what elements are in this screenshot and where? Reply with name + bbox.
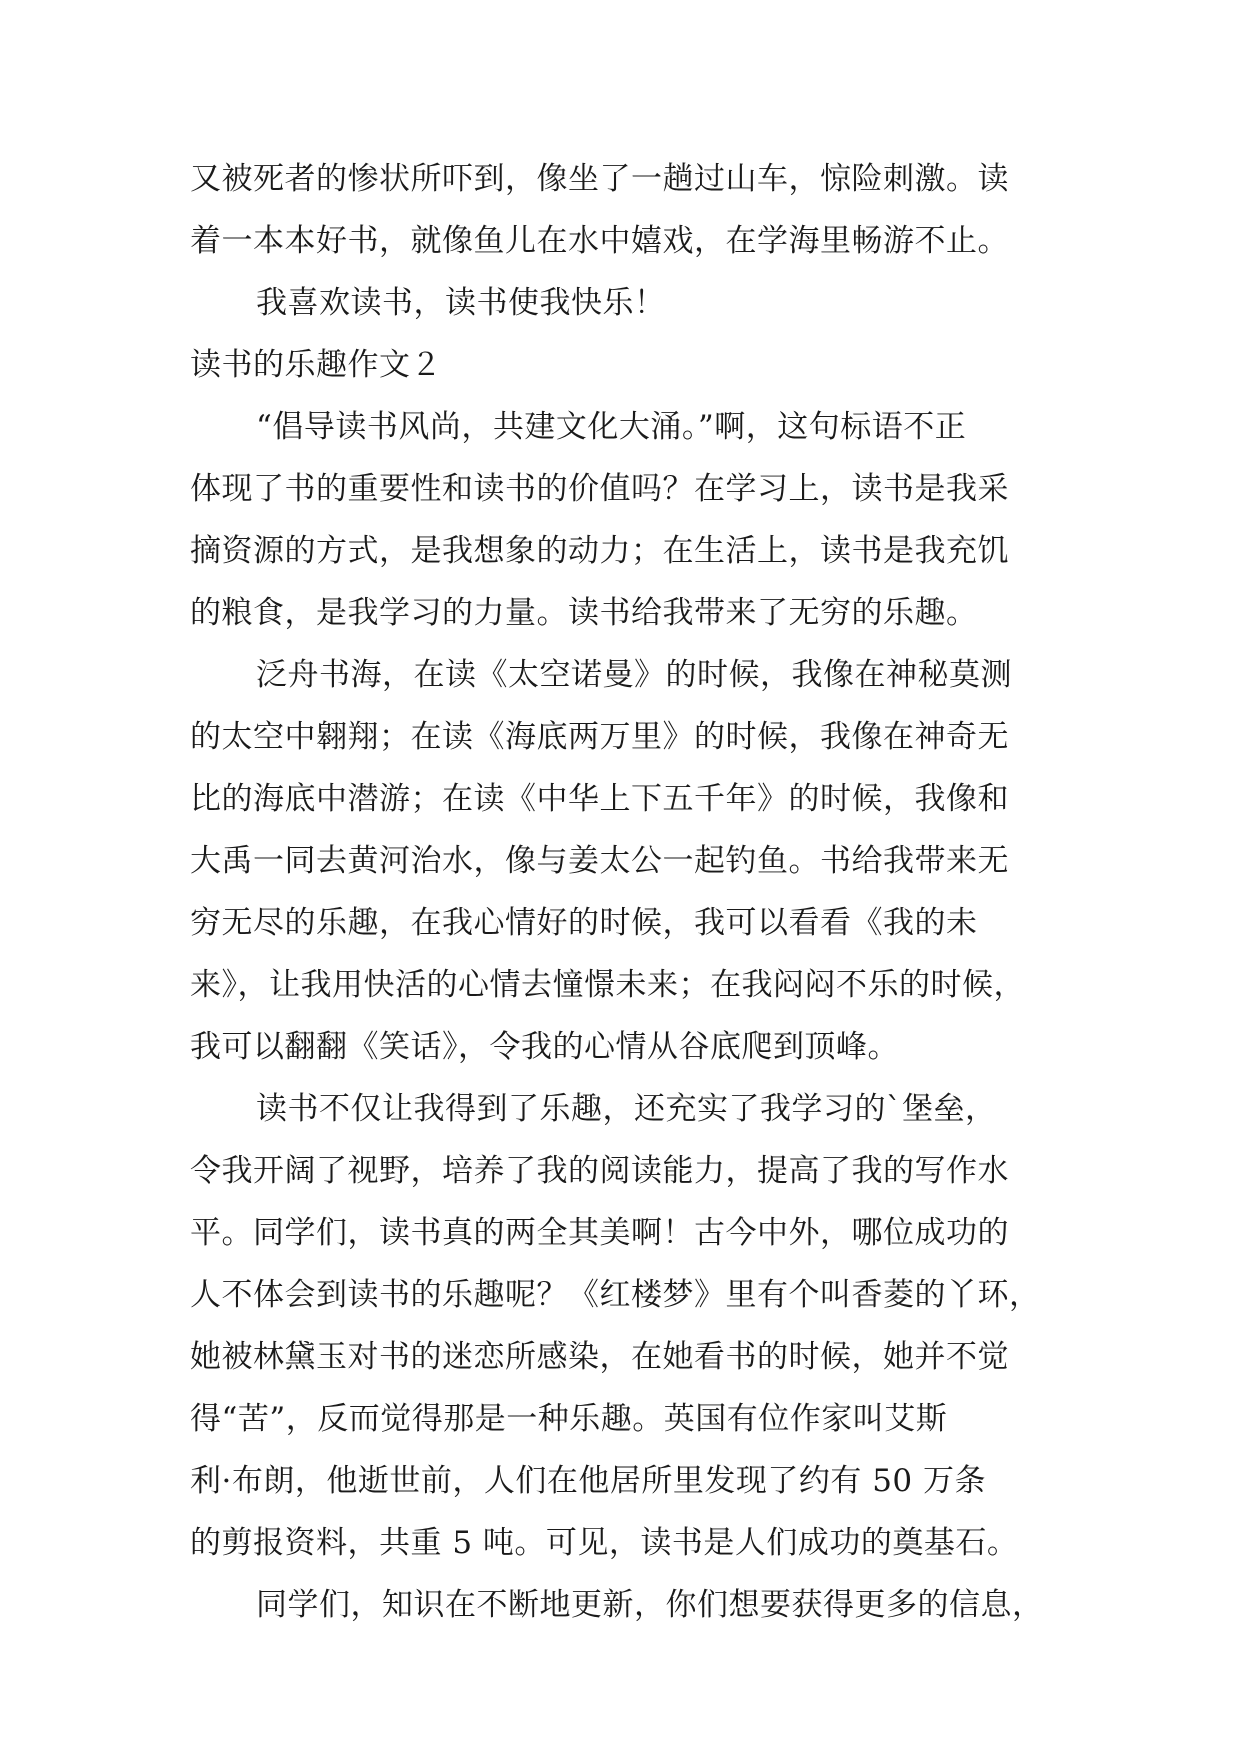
text-line: 同学们，知识在不断地更新，你们想要获得更多的信息， (256, 1587, 1044, 1623)
text-line: 得“苦”，反而觉得那是一种乐趣。英国有位作家叫艾斯 (190, 1401, 948, 1437)
text-line: 平。同学们，读书真的两全其美啊！古今中外，哪位成功的 (190, 1215, 1009, 1251)
text-line: 的太空中翱翔；在读《海底两万里》的时候，我像在神奇无 (190, 719, 1009, 755)
text-line: 泛舟书海，在读《太空诺曼》的时候，我像在神秘莫测 (256, 657, 1012, 693)
text-line: 比的海底中潜游；在读《中华上下五千年》的时候，我像和 (190, 781, 1009, 817)
section-heading: 读书的乐趣作文２ (190, 347, 442, 383)
text-line: 她被林黛玉对书的迷恋所感染，在她看书的时候，她并不觉 (190, 1339, 1009, 1375)
text-line: 我喜欢读书，读书使我快乐！ (256, 285, 666, 321)
text-line: 我可以翻翻《笑话》，令我的心情从谷底爬到顶峰。 (190, 1029, 899, 1065)
text-line: 利·布朗，他逝世前，人们在他居所里发现了约有 50 万条 (190, 1463, 987, 1499)
text-line: 体现了书的重要性和读书的价值吗？在学习上，读书是我采 (190, 471, 1009, 507)
text-line: 大禹一同去黄河治水，像与姜太公一起钓鱼。书给我带来无 (190, 843, 1009, 879)
text-line: 人不体会到读书的乐趣呢？《红楼梦》里有个叫香菱的丫环， (190, 1277, 1041, 1313)
text-line: 的粮食，是我学习的力量。读书给我带来了无穷的乐趣。 (190, 595, 978, 631)
text-line: “倡导读书风尚，共建文化大涌。”啊，这句标语不正 (256, 409, 967, 445)
document-page (190, 148, 1070, 1636)
text-line: 的剪报资料，共重 5 吨。可见，读书是人们成功的奠基石。 (190, 1525, 1019, 1561)
text-line: 穷无尽的乐趣，在我心情好的时候，我可以看看《我的未 (190, 905, 978, 941)
text-line: 来》，让我用快活的心情去憧憬未来；在我闷闷不乐的时候， (190, 967, 1025, 1003)
text-line: 着一本本好书，就像鱼儿在水中嬉戏，在学海里畅游不止。 (190, 223, 1009, 259)
text-line: 又被死者的惨状所吓到，像坐了一趟过山车，惊险刺激。读 (190, 161, 1009, 197)
text-line: 摘资源的方式，是我想象的动力；在生活上，读书是我充饥 (190, 533, 1009, 569)
text-line: 读书不仅让我得到了乐趣，还充实了我学习的`堡垒， (256, 1091, 997, 1127)
text-line: 令我开阔了视野，培养了我的阅读能力，提高了我的写作水 (190, 1153, 1009, 1189)
